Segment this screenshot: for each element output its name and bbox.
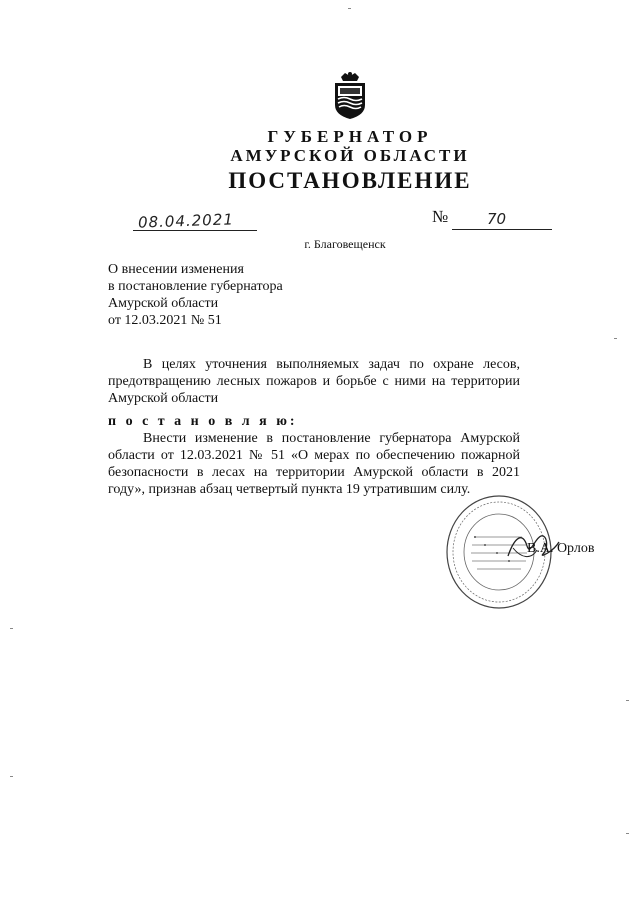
document-type-title: ПОСТАНОВЛЕНИЕ: [228, 168, 472, 193]
scan-speck: [626, 833, 629, 834]
document-number: 70: [487, 210, 507, 228]
issuer-region: АМУРСКОЙ ОБЛАСТИ: [230, 146, 470, 165]
issuer-title: ГУБЕРНАТОР: [267, 127, 433, 146]
city-name: г. Благовещенск: [304, 237, 386, 251]
coat-of-arms-emblem: [331, 71, 369, 121]
scan-speck: [10, 776, 13, 777]
preamble-paragraph: В целях уточнения выполняемых задач по охране лесов, предотвращению лесных пожаров и борьбе с ними на территории Амурской области: [108, 357, 520, 406]
subject-line: О внесении изменения: [108, 262, 244, 277]
number-label: №: [432, 207, 449, 226]
subject-line: от 12.03.2021 № 51: [108, 313, 222, 328]
document-date: 08.04.2021: [137, 210, 235, 232]
subject-line: в постановление губернатора: [108, 279, 283, 294]
document-subject: [108, 261, 283, 329]
scan-speck: [348, 8, 351, 9]
operative-paragraph: Внести изменение в постановление губернатора Амурской области от 12.03.2021 № 51 «О мерах по обеспечению пожарной безопасности в лесах на территории Амурской области в 2021 году», признав абзац четвертый пункта 19 утратившим силу.: [108, 431, 520, 497]
scan-speck: [614, 338, 617, 339]
subject-line: Амурской области: [108, 296, 219, 311]
resolve-word: п о с т а н о в л я ю:: [108, 414, 298, 429]
signer-name: В.А. Орлов: [527, 541, 595, 556]
scan-speck: [10, 628, 13, 629]
scan-speck: [626, 700, 629, 701]
